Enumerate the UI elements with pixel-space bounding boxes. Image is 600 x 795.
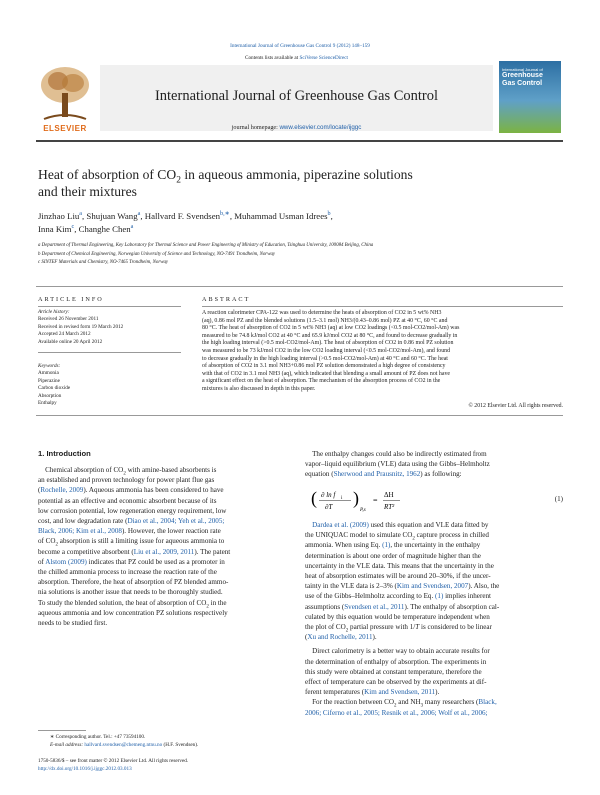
abstract-line: mixtures is also discussed in depth in this paper. — [202, 385, 316, 392]
equation-graphic — [305, 485, 563, 517]
authors-line-2: Inna Kim$^c$, Changhe Chen$^a$ — [38, 224, 134, 234]
abstract-body — [202, 310, 563, 394]
cover-line-3: Gas Control — [502, 80, 543, 87]
cover-line-1: International Journal of — [502, 67, 543, 72]
affiliations — [38, 242, 563, 268]
history-revised: Received in revised form 19 March 2012 — [38, 323, 124, 330]
body-line: the chilled ammonia process to increase the reaction rate of the — [38, 568, 217, 577]
history-received: Received 26 November 2011 — [38, 316, 99, 323]
body-line: 2006; Ciferno et al., 2005; Resnik et al., 2006; Wolf et al., 2006; — [305, 708, 488, 717]
abstract-line: A reaction calorimeter CPA-122 was used to determine the heats of absorption of CO2 in 5 wt% NH3 — [202, 310, 442, 316]
svg-text:P,x: P,x — [360, 508, 366, 513]
contents-prefix: Contents lists available at — [244, 55, 300, 61]
footnote-rule — [38, 730, 86, 731]
abstract-rule — [202, 306, 563, 307]
section-heading-introduction: 1. Introduction — [38, 449, 91, 458]
affiliation-b: b Department of Chemical Engineering, Norwegian University of Science and Technology, NO-7491 Trondheim, Norway — [38, 251, 276, 257]
introduction-right-column-mid — [305, 520, 563, 718]
article-title — [38, 166, 563, 200]
body-line: of Alstom (2009) indicates that PZ could be used as a promoter in — [38, 557, 225, 566]
title-line-1: Heat of absorption of $CO_2$ in aqueous ammonia, piperazine solutions — [38, 167, 413, 186]
history-online: Available online 20 April 2012 — [38, 338, 103, 345]
history-label: Article history: — [38, 309, 70, 315]
svg-text:=: = — [373, 496, 378, 505]
abstract-line: a significant effect on the heat of absorption. The mechanism of the absorption process of CO2 in the — [202, 378, 441, 385]
abstract-heading: ABSTRACT — [202, 296, 251, 303]
homepage-line — [100, 125, 493, 132]
article-info-heading: ARTICLE INFO — [38, 296, 104, 303]
homepage-url[interactable]: www.elsevier.com/locate/ijggc — [279, 124, 362, 131]
body-line: an established and proven technology for power plant flue gas — [38, 476, 215, 485]
body-line: equation (Sherwood and Prausnitz, 1962) as following: — [305, 470, 462, 479]
introduction-right-column-top — [305, 449, 563, 480]
body-line: tainty in the VLE data is 2–3% (Kim and Svendsen, 2007). Also, the — [305, 582, 500, 591]
elsevier-tree-icon — [36, 61, 94, 123]
elsevier-wordmark: ELSEVIER — [43, 124, 87, 133]
abstract-line: (aq), 0.86 mol PZ and the blended solutions (1.5–3.1 mol) NH3/(0.43–0.86 mol) PZ at 40 °C, 60 °C and — [202, 317, 448, 324]
homepage-prefix: journal homepage: — [231, 124, 280, 131]
authors-line-1: Jinzhao Liu$^a$, Shujuan Wang$^a$, Hallvard F. Svendsen$^{b,∗}$, Muhammad Usman Idrees$^b$, — [38, 211, 333, 221]
journal-reference[interactable]: International Journal of Greenhouse Gas Control 9 (2012) 148–159 — [230, 43, 370, 49]
abstract-line: 80 °C. The heat of absorption of CO2 in 5 wt% NH3 (aq) at low CO2 loadings (<0.5 mol-CO2/mol-Am) was — [202, 325, 460, 332]
author-list — [38, 210, 563, 236]
keyword-item: Enthalpy — [38, 400, 57, 407]
contents-line — [100, 55, 493, 62]
body-line: ferent temperatures (Kim and Svendsen, 2011). — [305, 688, 440, 697]
body-line: of $CO_2$ absorption is still a limiting issue for aqueous ammonia to — [38, 537, 225, 548]
title-line-2: and their mixtures — [38, 184, 137, 199]
body-line: nia solutions is another issue that needs to be thoroughly studied. — [38, 588, 223, 597]
body-line: uncertainty in the VLE data. This means that the uncertainty in the — [305, 561, 494, 570]
body-line: cost, and low degradation rate (Diao et al., 2004; Yeh et al., 2005; — [38, 517, 225, 526]
article-history — [38, 309, 181, 346]
history-accepted: Accepted 24 March 2012 — [38, 331, 91, 338]
body-line: culated by this equation would be temperature independent when — [305, 612, 490, 621]
sciencedirect-link[interactable]: SciVerse ScienceDirect — [299, 55, 348, 61]
svg-text:ΔH: ΔH — [384, 491, 394, 499]
keyword-item: Ammonia — [38, 370, 59, 377]
svg-text:): ) — [353, 488, 359, 508]
svg-text:(: ( — [311, 488, 317, 508]
keyword-item: Carbon dioxide — [38, 385, 71, 392]
abstract-divider — [36, 415, 563, 416]
body-line: low corrosion potential, low regeneration energy requirement, low — [38, 506, 227, 515]
gibbs-helmholtz-equation — [305, 485, 563, 517]
body-line: the UNIQUAC model to simulate $CO_2$ capture process in chilled — [305, 531, 489, 542]
body-line: The enthalpy changes could also be indirectly estimated from — [305, 450, 487, 458]
body-line: Direct calorimetry is a better way to obtain accurate results for — [305, 647, 490, 656]
body-line: assumptions (Svendsen et al., 2011). The enthalpy of absorption cal- — [305, 602, 500, 611]
footnotes — [38, 734, 295, 749]
body-line: Chemical absorption of $CO_2$ with amine-based absorbents is — [38, 466, 217, 477]
journal-cover-thumbnail[interactable] — [499, 61, 561, 133]
body-line: potential as an effective and economic absorbent because of its — [38, 496, 217, 505]
abstract-line: with that of CO2 in 3.1 mol NH3 (aq), which indicated that blending a small amount of PZ does not have — [202, 370, 451, 377]
abstract-line: measured to be 74.8 kJ/mol CO2 at 40 °C and 65.9 kJ/mol CO2 at 80 °C, and found to decrease gradually in — [202, 332, 458, 339]
abstract-line: the high loading interval (>0.5 mol-CO2/mol-Am). The heat of absorption of CO2 in 0.86 mol PZ solution — [202, 340, 454, 347]
body-line: (Xu and Rochelle, 2011). — [305, 633, 377, 642]
abstract-line: was measured to be 73 kJ/mol CO2 in the low CO2 loading interval (<0.5 mol-CO2/mol-Am), and found — [202, 347, 451, 354]
body-line: needs to be studied first. — [38, 619, 108, 628]
body-line: vapor–liquid equilibrium (VLE) data using the Gibbs–Helmholtz — [305, 460, 490, 469]
abstract-line: of absorption of CO2 in 3.1 mol NH3+0.86 mol PZ solution demonstrated a high degree of consistency — [202, 363, 446, 370]
keywords — [38, 363, 181, 407]
body-line: absorption. Therefore, the heat of absorption of PZ blended ammo- — [38, 578, 229, 587]
body-line: the determination of enthalpy of absorption. The experiments in — [305, 657, 487, 666]
keyword-item: Absorption — [38, 392, 62, 399]
body-line: Dardea et al. (2009) used this equation and VLE data fitted by — [312, 521, 489, 529]
svg-text:RT²: RT² — [384, 503, 395, 511]
body-line: heat of absorption estimates will be around 20–30%, if the uncer- — [305, 572, 491, 581]
cover-line-2: Greenhouse — [502, 72, 543, 79]
body-line: ammonia. When using Eq. (1), the uncertainty in the enthalpy — [305, 541, 481, 550]
body-line: effect of temperature can be observed by the experiments at dif- — [305, 678, 487, 687]
body-line: become a competitive absorbent (Liu et al., 2009, 2011). The patent — [38, 547, 231, 556]
keywords-label: Keywords: — [38, 363, 61, 369]
body-line: the plot of $CO_2$ partial pressure with 1/T is considered to be linear — [305, 623, 492, 634]
affiliation-divider — [36, 286, 563, 287]
equation-number: (1) — [554, 495, 563, 503]
journal-header — [36, 55, 563, 137]
journal-title: International Journal of Greenhouse Gas Control — [154, 88, 439, 104]
body-line: determination is about one order of magnitude higher than the — [305, 551, 481, 560]
cover-title — [502, 67, 558, 88]
keywords-rule — [38, 352, 181, 353]
svg-text:∂ ln f: ∂ ln f — [321, 491, 336, 499]
body-line: (Rochelle, 2009). Aqueous ammonia has been considered to have — [38, 486, 224, 495]
affiliation-a: a Department of Thermal Engineering, Key Laboratory for Thermal Science and Power Engineering of Ministry of Education, Tsinghua University, 100084 Beijing, China — [38, 243, 374, 248]
svg-text:i: i — [341, 496, 343, 501]
keyword-item: Piperazine — [38, 377, 60, 384]
svg-text:∂T: ∂T — [325, 503, 333, 511]
copyright: © 2012 Elsevier Ltd. All rights reserved. — [468, 403, 563, 409]
introduction-left-column — [38, 465, 295, 628]
abstract-line: to decrease gradually in the high loading interval (>0.5 mol-CO2/mol-Am) at 40 °C and 60 °C. The heat — [202, 355, 448, 362]
body-line: For the reaction between $CO_2$ and $NH_3$ many researchers (Black, — [305, 698, 497, 709]
elsevier-logo[interactable] — [36, 61, 94, 133]
corresponding-author-note: ∗ Corresponding author. Tel.: +47 73594100. — [50, 734, 146, 740]
body-line: aqueous ammonia and low concentration PZ solutions respectively — [38, 608, 228, 617]
email-note: E-mail address: hallvard.svendsen@chemeng.ntnu.no (H.F. Svendsen). — [50, 741, 199, 748]
article-info-rule — [38, 306, 181, 307]
body-line: Black, 2006; Kim et al., 2008). However, the lower reaction rate — [38, 527, 221, 536]
body-line: this study were obtained at constant temperature, therefore the — [305, 667, 482, 676]
header-divider — [36, 140, 563, 142]
body-line: To study the blended solution, the heat of absorption of $CO_2$ in the — [38, 598, 227, 610]
affiliation-c: c SINTEF Materials and Chemistry, NO-7465 Trondheim, Norway — [38, 260, 169, 266]
body-line: use of the Gibbs–Helmholtz according to Eq. (1) implies inherent — [305, 592, 491, 601]
doi-link[interactable]: http://dx.doi.org/10.1016/j.ijggc.2012.03.013 — [38, 766, 132, 772]
issn-line: 1750-5836/$ – see front matter © 2012 Elsevier Ltd. All rights reserved. — [38, 758, 189, 764]
